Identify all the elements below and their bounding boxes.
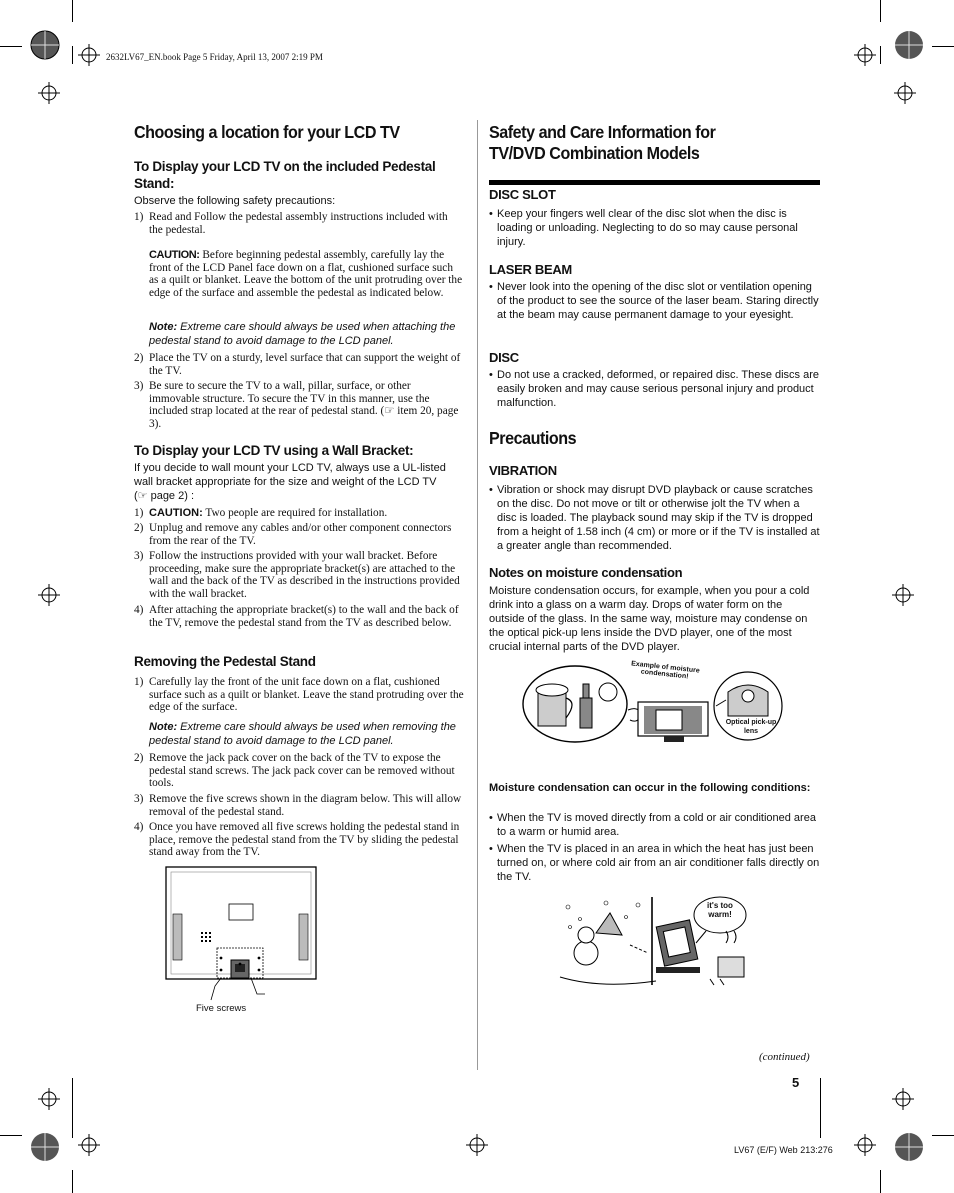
item-text: Once you have removed all five screws holding the pedestal stand in place, remove the pedestal stand from the TV by sliding the pedestal stand away from the TV. <box>149 821 460 859</box>
bullet-text: When the TV is placed in an area in which the heat has just been turned on, or where cold air from an air conditioner falls directly on the TV. <box>497 843 820 883</box>
tv-back-diagram <box>165 866 317 1002</box>
crosshair-icon <box>38 1088 60 1110</box>
bullet-text: Do not use a cracked, deformed, or repaired disc. These discs are easily broken and may cause serious personal injury and product malfunction. <box>497 369 820 409</box>
registration-target-icon <box>892 28 926 62</box>
item-text: Follow the instructions provided with your wall bracket. Before proceeding, make sure the appropriate bracket(s) are attached to the wall and the back of the TV as described in the instructions provided with the wall bracket. <box>149 550 460 601</box>
note-label: Note: <box>149 321 178 333</box>
pedestal-intro: Observe the following safety precautions: <box>134 195 336 207</box>
disc-slot-heading: DISC SLOT <box>489 187 556 202</box>
wall-intro: If you decide to wall mount your LCD TV, always use a UL-listed wall bracket appropriate for the size and weight of the LCD TV (☞ page 2) : <box>134 462 446 502</box>
removing-heading: Removing the Pedestal Stand <box>134 654 316 669</box>
crosshair-icon <box>892 1088 914 1110</box>
section-title: Choosing a location for your LCD TV <box>134 122 400 142</box>
crosshair-icon <box>854 1134 876 1156</box>
item-number: 3) <box>134 550 144 562</box>
caution-text: Before beginning pedestal assembly, carefully lay the front of the LCD Panel face down on a flat, cushioned surface such as a quilt or blanket. Leave the bottom of the unit protruding over the edge of the surface and assemble the pedestal as indicated below. <box>149 249 463 300</box>
speech-bubble-text: it's too warm! <box>707 901 733 919</box>
bullet-text: Vibration or shock may disrupt DVD playback or cause scratches on the disc. Do not move or tilt or otherwise jolt the TV when a disc is loaded. The playback sound may skip if the TV is dropped from a height of 1.58 inch (4 cm) or more or if the TV is installed at a greater angle than recommended. <box>497 484 820 552</box>
page-number: 5 <box>792 1075 800 1090</box>
note-label: Note: <box>149 721 178 733</box>
item-number: 4) <box>134 821 144 833</box>
crosshair-icon <box>78 1134 100 1156</box>
section-title: TV/DVD Combination Models <box>489 143 700 163</box>
item-number: 2) <box>134 752 144 764</box>
file-header-meta: 2632LV67_EN.book Page 5 Friday, April 13, 2007 2:19 PM <box>106 52 323 62</box>
item-number: 1) <box>134 211 144 223</box>
footer-code: LV67 (E/F) Web 213:276 <box>734 1145 833 1155</box>
caution-label: CAUTION: <box>149 507 203 519</box>
item-text: Two people are required for installation. <box>202 507 388 519</box>
registration-target-icon <box>28 28 62 62</box>
conditions-heading: Moisture condensation can occur in the following conditions: <box>489 782 811 794</box>
moisture-heading: Notes on moisture condensation <box>489 565 683 580</box>
bullet-text: Never look into the opening of the disc slot or ventilation opening of the product to see the source of the laser beam. Staring directly at the beam may cause permanent damage to your eyesight. <box>497 281 819 321</box>
note-text: Extreme care should always be used when removing the pedestal stand to avoid damage to the LCD panel. <box>149 721 456 747</box>
item-number: 4) <box>134 604 144 616</box>
registration-target-icon <box>892 1130 926 1164</box>
crosshair-icon <box>894 82 916 104</box>
laser-heading: LASER BEAM <box>489 262 572 277</box>
crop-mark <box>0 46 22 47</box>
figure-label: Example of moisture condensation! <box>630 660 700 681</box>
crop-mark <box>932 1135 954 1136</box>
title-rule <box>489 180 820 185</box>
crop-mark <box>72 0 73 22</box>
crop-mark <box>72 1078 73 1138</box>
crosshair-icon <box>854 44 876 66</box>
note-text: Extreme care should always be used when attaching the pedestal stand to avoid damage to the LCD panel. <box>149 321 456 347</box>
item-text: Read and Follow the pedestal assembly instructions included with the pedestal. <box>149 211 448 236</box>
item-number: 3) <box>134 380 144 392</box>
caution-label: CAUTION: <box>149 249 200 261</box>
column-divider <box>477 120 478 1070</box>
bullet-text: When the TV is moved directly from a cold or air conditioned area to a warm or humid area. <box>497 812 816 838</box>
wall-heading: To Display your LCD TV using a Wall Bracket: <box>134 443 414 458</box>
item-text: Carefully lay the front of the unit face down on a flat, cushioned surface such as a quilt or blanket. Leave the stand protruding over the edge of the surface. <box>149 676 464 714</box>
section-title: Safety and Care Information for <box>489 122 716 142</box>
crosshair-icon <box>466 1134 488 1156</box>
crop-mark <box>820 1078 821 1138</box>
continued-note: (continued) <box>759 1051 810 1063</box>
crosshair-icon <box>78 44 100 66</box>
item-text: Place the TV on a sturdy, level surface that can support the weight of the TV. <box>149 352 461 377</box>
bullet-text: Keep your fingers well clear of the disc slot when the disc is loading or unloading. Neglecting to do so may cause personal injury. <box>497 208 798 248</box>
pedestal-heading: To Display your LCD TV on the included Pedestal Stand: <box>134 159 436 191</box>
crop-mark <box>880 1170 881 1193</box>
item-text: Be sure to secure the TV to a wall, pillar, surface, or other immovable structure. To secure the TV in this manner, use the included strap located at the rear of pedestal stand. (☞ item 20, page 3). <box>149 380 459 431</box>
item-number: 2) <box>134 352 144 364</box>
disc-heading: DISC <box>489 350 519 365</box>
caution-block <box>149 249 464 300</box>
figure-caption: Five screws <box>196 1003 247 1014</box>
crop-mark <box>72 1170 73 1193</box>
crosshair-icon <box>38 82 60 104</box>
precautions-title: Precautions <box>489 428 577 448</box>
crop-mark <box>72 46 73 64</box>
item-text: Remove the five screws shown in the diagram below. This will allow removal of the pedestal stand. <box>149 793 462 818</box>
crop-mark <box>0 1135 22 1136</box>
moisture-text: Moisture condensation occurs, for example, when you pour a cold drink into a glass on a warm day. Drops of water form on the outside of the glass. In the same way, moisture may condense on the optical pick-up lens inside the DVD player, one of the most crucial internal parts of the DVD player. <box>489 585 810 653</box>
note-block <box>149 720 467 748</box>
item-number: 2) <box>134 522 144 534</box>
figure-label: Optical pick-up lens <box>725 719 777 735</box>
item-number: 3) <box>134 793 144 805</box>
item-number: 1) <box>134 676 144 688</box>
item-text: Remove the jack pack cover on the back of the TV to expose the pedestal stand screws. The jack pack cover can be removed without tools. <box>149 752 455 790</box>
crop-mark <box>880 0 881 22</box>
crop-mark <box>932 46 954 47</box>
vibration-heading: VIBRATION <box>489 463 557 478</box>
note-block <box>149 320 467 348</box>
registration-target-icon <box>28 1130 62 1164</box>
item-number: 1) <box>134 507 144 519</box>
crosshair-icon <box>892 584 914 606</box>
item-text: After attaching the appropriate bracket(s) to the wall and the back of the TV, remove the pedestal stand from the TV as described below. <box>149 604 459 629</box>
crosshair-icon <box>38 584 60 606</box>
crop-mark <box>880 46 881 64</box>
item-text: Unplug and remove any cables and/or other component connectors from the rear of the TV. <box>149 522 452 547</box>
